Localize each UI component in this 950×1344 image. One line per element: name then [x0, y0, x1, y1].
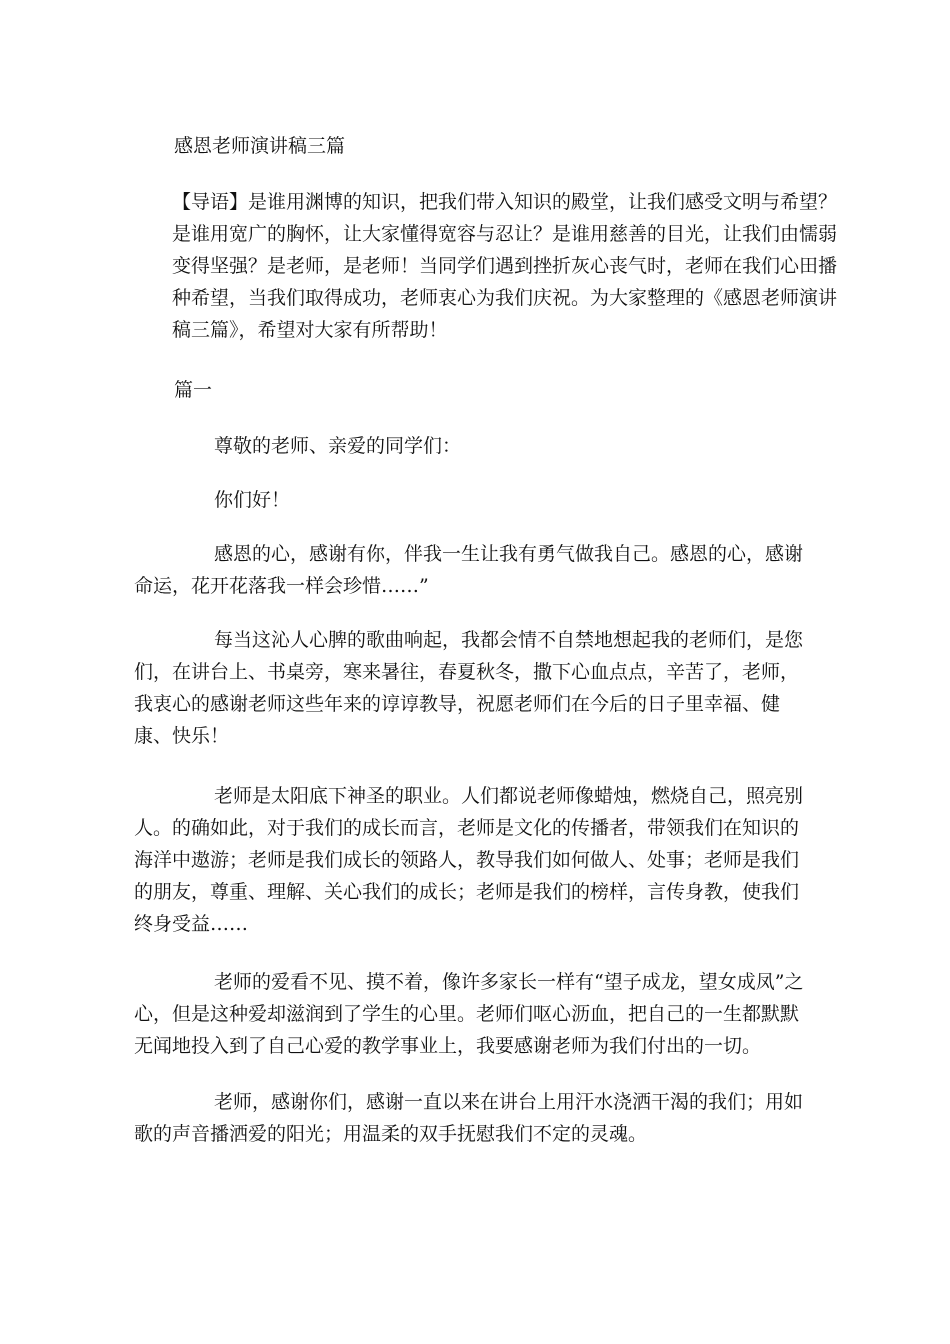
salutation: 尊敬的老师、亲爱的同学们：	[214, 435, 462, 457]
greeting: 你们好！	[214, 489, 291, 511]
document-title: 感恩老师演讲稿三篇	[174, 135, 346, 157]
body-paragraph: 感恩的心，感谢有你，伴我一生让我有勇气做我自己。感恩的心，感谢命运，花开花落我一样会珍惜……”	[134, 543, 804, 597]
section-heading: 篇一	[174, 379, 213, 401]
body-paragraph: 每当这沁人心脾的歌曲响起，我都会情不自禁地想起我的老师们，是您们，在讲台上、书桌旁，寒来暑往，春夏秋冬，撒下心血点点，辛苦了，老师，我衷心的感谢老师这些年来的谆谆教导，祝愿老师们在今后的日子里幸福、健康、快乐！	[134, 629, 804, 747]
body-paragraph: 老师，感谢你们，感谢一直以来在讲台上用汗水浇洒干渴的我们；用如歌的声音播洒爱的阳光；用温柔的双手抚慰我们不定的灵魂。	[134, 1091, 804, 1145]
body-paragraph: 老师的爱看不见、摸不着，像许多家长一样有“望子成龙，望女成凤”之心，但是这种爱却滋润到了学生的心里。老师们呕心沥血，把自己的一生都默默无闻地投入到了自己心爱的教学事业上，我要感谢老师为我们付出的一切。	[134, 971, 804, 1057]
intro-paragraph: 【导语】是谁用渊博的知识，把我们带入知识的殿堂，让我们感受文明与希望？是谁用宽广的胸怀，让大家懂得宽容与忍让？是谁用慈善的目光，让我们由懦弱变得坚强？是老师，是老师！当同学们遇到挫折灰心丧气时，老师在我们心田播种希望，当我们取得成功，老师衷心为我们庆祝。为大家整理的《感恩老师演讲稿三篇》，希望对大家有所帮助！	[172, 191, 838, 341]
body-paragraph: 老师是太阳底下神圣的职业。人们都说老师像蜡烛，燃烧自己，照亮别人。的确如此，对于我们的成长而言，老师是文化的传播者，带领我们在知识的海洋中遨游；老师是我们成长的领路人，教导我们如何做人、处事；老师是我们的朋友，尊重、理解、关心我们的成长；老师是我们的榜样，言传身教，使我们终身受益……	[134, 785, 804, 935]
